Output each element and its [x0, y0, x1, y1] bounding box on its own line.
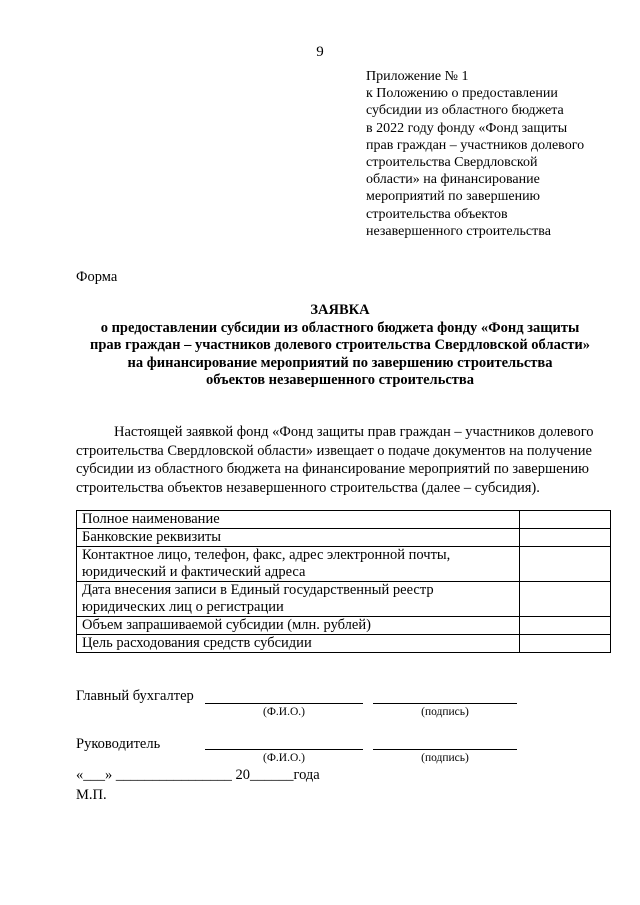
request-table: [76, 510, 611, 653]
signature-caption: (подпись): [421, 752, 469, 764]
appendix-line: строительства объектов: [366, 206, 508, 222]
date-line: «___» ________________ 20______года: [76, 767, 320, 783]
accountant-label: Главный бухгалтер: [76, 688, 194, 704]
table-row: [77, 511, 611, 529]
page-number: 9: [316, 44, 324, 60]
table-row: [77, 547, 611, 582]
row-value: [520, 582, 611, 617]
table-row: [77, 617, 611, 635]
row-label: Объем запрашиваемой субсидии (млн. рублей): [77, 617, 520, 635]
title-line: о предоставлении субсидии из областного бюджета фонду «Фонд защиты: [100, 319, 580, 336]
appendix-line: области» на финансирование: [366, 172, 540, 188]
accountant-signature-line[interactable]: [373, 702, 517, 704]
row-value: [520, 635, 611, 653]
appendix-line: прав граждан – участников долевого: [366, 137, 585, 153]
row-value: [520, 547, 611, 582]
title-heading: ЗАЯВКА: [310, 302, 370, 318]
row-label: Банковские реквизиты: [77, 529, 520, 547]
head-signature-line[interactable]: [373, 748, 517, 750]
appendix-line: к Положению о предоставлении: [366, 86, 558, 102]
appendix-block: [366, 68, 626, 240]
form-label: Форма: [76, 269, 118, 285]
title-line: на финансирование мероприятий по завершению строительства: [127, 354, 553, 371]
intro-paragraph: [76, 423, 616, 497]
fio-caption: (Ф.И.О.): [263, 706, 305, 718]
appendix-line: Приложение № 1: [366, 69, 469, 84]
row-label: Контактное лицо, телефон, факс, адрес электронной почты, юридический и фактический адреса: [77, 547, 520, 582]
fio-caption: (Ф.И.О.): [263, 752, 305, 764]
intro-line: субсидии из областного бюджета на финансирование мероприятий по завершению: [76, 461, 589, 478]
appendix-line: мероприятий по завершению: [366, 189, 541, 205]
title-line: объектов незавершенного строительства: [206, 372, 474, 388]
intro-line: строительства объектов незавершенного строительства (далее – субсидия).: [76, 479, 540, 496]
row-value: [520, 511, 611, 529]
row-value: [520, 617, 611, 635]
appendix-line: в 2022 году фонду «Фонд защиты: [366, 120, 568, 136]
table-row: [77, 529, 611, 547]
intro-line: Настоящей заявкой фонд «Фонд защиты прав граждан – участников долевого: [114, 424, 594, 440]
signature-caption: (подпись): [421, 706, 469, 718]
intro-line: строительства Свердловской области» извещает о подаче документов на получение: [76, 442, 592, 459]
document-title: [60, 302, 620, 390]
appendix-line: незавершенного строительства: [366, 223, 551, 239]
appendix-line: субсидии из областного бюджета: [366, 103, 564, 119]
row-value: [520, 529, 611, 547]
stamp-placeholder: М.П.: [76, 787, 107, 803]
row-label: Цель расходования средств субсидии: [77, 635, 520, 653]
accountant-fio-line[interactable]: [205, 702, 363, 704]
row-label: Полное наименование: [77, 511, 520, 529]
table-row: [77, 582, 611, 617]
table-row: [77, 635, 611, 653]
appendix-line: строительства Свердловской: [366, 155, 538, 171]
head-fio-line[interactable]: [205, 748, 363, 750]
title-line: прав граждан – участников долевого строительства Свердловской области»: [90, 337, 590, 353]
head-label: Руководитель: [76, 736, 161, 752]
row-label: Дата внесения записи в Единый государственный реестр юридических лиц о регистрации: [77, 582, 520, 617]
